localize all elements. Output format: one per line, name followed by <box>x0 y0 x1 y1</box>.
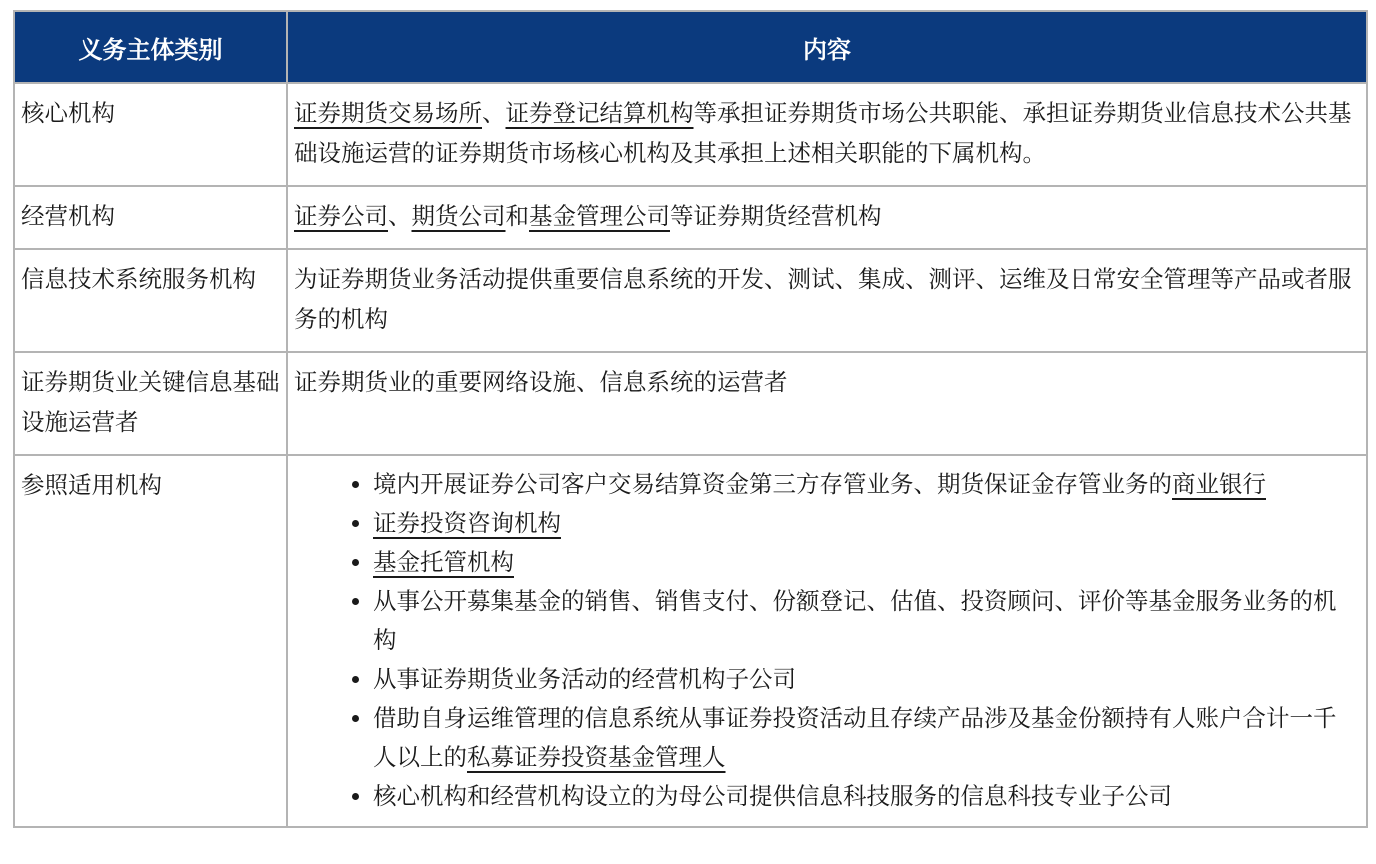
link-exchange[interactable]: 证券期货交易场所 <box>294 99 482 127</box>
list-item <box>373 504 1352 543</box>
row-category: 参照适用机构 <box>14 455 287 827</box>
table-row-operating-institution <box>14 186 1367 249</box>
table-header-row <box>14 11 1367 83</box>
reference-institution-list <box>294 465 1352 816</box>
list-item <box>373 699 1352 777</box>
text-segment: 等证券期货经营机构 <box>670 202 882 230</box>
link-commercial-bank[interactable]: 商业银行 <box>1172 470 1266 498</box>
list-item <box>373 465 1352 504</box>
list-item <box>373 582 1352 660</box>
row-content <box>287 352 1367 455</box>
row-category: 证券期货业关键信息基础设施运营者 <box>14 352 287 455</box>
list-item <box>373 777 1352 816</box>
text-segment: 从事公开募集基金的销售、销售支付、份额登记、估值、投资顾问、评价等基金服务业务的机构 <box>373 587 1337 654</box>
text-segment: 从事证券期货业务活动的经营机构子公司 <box>373 665 796 693</box>
link-securities-company[interactable]: 证券公司 <box>294 202 388 230</box>
text-segment: 、 <box>482 99 506 127</box>
text-segment: 等承担证券期货市场公共职能、承担证券期货业信息技术公共基础设施运营的证券期货市场核心机构及其承担上述相关职能的下属机构。 <box>294 99 1352 167</box>
table-row-critical-infrastructure-operator <box>14 352 1367 455</box>
link-fund-management-company[interactable]: 基金管理公司 <box>529 202 670 230</box>
row-content <box>287 455 1367 827</box>
link-fund-custodian[interactable]: 基金托管机构 <box>373 548 514 576</box>
link-investment-consulting[interactable]: 证券投资咨询机构 <box>373 509 561 537</box>
row-category: 信息技术系统服务机构 <box>14 249 287 352</box>
text-segment: 境内开展证券公司客户交易结算资金第三方存管业务、期货保证金存管业务的 <box>373 470 1172 498</box>
list-item <box>373 543 1352 582</box>
header-content: 内容 <box>287 11 1367 83</box>
table-row-core-institution <box>14 83 1367 186</box>
text-segment: 核心机构和经营机构设立的为母公司提供信息科技服务的信息科技专业子公司 <box>373 782 1172 810</box>
table-row-it-service-institution <box>14 249 1367 352</box>
text-segment: 、 <box>388 202 412 230</box>
row-content <box>287 83 1367 186</box>
row-category: 经营机构 <box>14 186 287 249</box>
text-segment: 借助自身运维管理的信息系统从事证券投资活动且存续产品涉及基金份额持有人账户合计一千人以上的 <box>373 704 1337 771</box>
table-row-reference-institutions <box>14 455 1367 827</box>
list-item <box>373 660 1352 699</box>
link-private-fund-manager[interactable]: 私募证券投资基金管理人 <box>467 743 726 771</box>
row-content <box>287 249 1367 352</box>
text-segment: 证券期货业的重要网络设施、信息系统的运营者 <box>294 368 788 396</box>
text-segment: 和 <box>505 202 529 230</box>
link-clearing-institution[interactable]: 证券登记结算机构 <box>505 99 694 127</box>
text-segment: 为证券期货业务活动提供重要信息系统的开发、测试、集成、测评、运维及日常安全管理等产品或者服务的机构 <box>294 265 1352 333</box>
header-category: 义务主体类别 <box>14 11 287 83</box>
link-futures-company[interactable]: 期货公司 <box>411 202 506 230</box>
row-content <box>287 186 1367 249</box>
obligation-subject-table <box>13 10 1368 828</box>
row-category: 核心机构 <box>14 83 287 186</box>
obligation-subject-table-container <box>13 10 1366 828</box>
